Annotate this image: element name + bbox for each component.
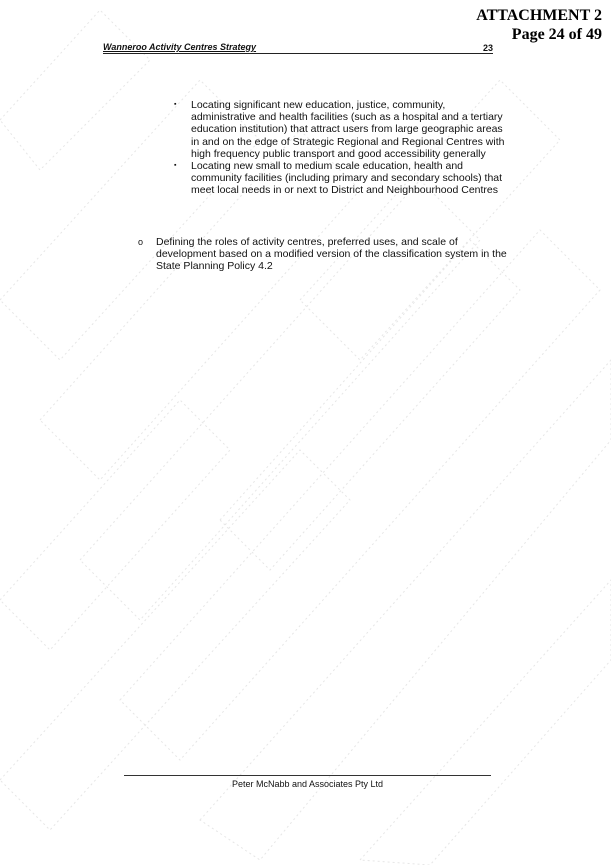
attachment-page-count: Page 24 of 49 [511, 26, 602, 43]
list-item-text: Locating significant new education, justice, community, administrative and health facilities (such as a hospital and a tertiary education institution) that attract users from large geographic areas in and on the edge of Strategic Regional and Regional Centres with high frequency public transport and good accessibility generally [191, 99, 505, 160]
sub-list-item [138, 236, 508, 273]
circle-bullet-icon: o [138, 237, 144, 247]
page-number: 23 [482, 43, 493, 51]
document-title: Wanneroo Activity Centres Strategy [103, 42, 257, 52]
list-item [173, 160, 508, 197]
running-header [103, 41, 493, 54]
list-item-text: Locating new small to medium scale education, health and community facilities (including primary and secondary schools) that meet local needs in or next to District and Neighbourhood Centres [191, 160, 503, 197]
bullet-list [173, 99, 508, 197]
sub-list-item-text: Defining the roles of activity centres, preferred uses, and scale of development based on a modified version of the classification system in the State Planning Policy 4.2 [156, 236, 507, 273]
list-item [173, 99, 508, 160]
square-bullet-icon: ▪ [174, 101, 177, 108]
attachment-title: ATTACHMENT 2 [476, 7, 602, 24]
square-bullet-icon: ▪ [174, 162, 177, 170]
footer-divider [124, 775, 491, 776]
attachment-label [476, 6, 602, 44]
footer-text: Peter McNabb and Associates Pty Ltd [231, 779, 384, 789]
